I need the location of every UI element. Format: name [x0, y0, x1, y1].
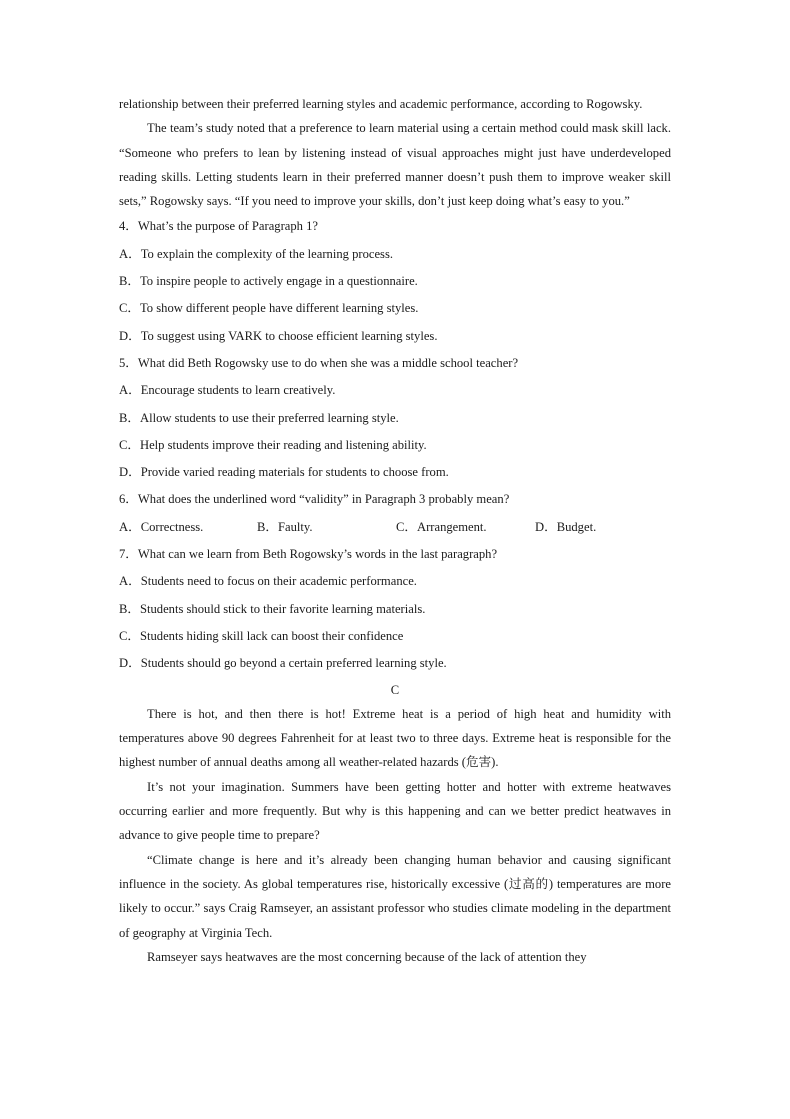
question-7-option-d: D．Students should go beyond a certain preferred learning style. [119, 656, 447, 671]
question-4-option-b: B．To inspire people to actively engage in a questionnaire. [119, 274, 418, 289]
question-5-option-b: B．Allow students to use their preferred learning style. [119, 410, 399, 425]
question-5-option-d: D．Provide varied reading materials for students to choose from. [119, 465, 449, 480]
passage-c-paragraph-2: It’s not your imagination. Summers have been getting hotter and hotter with extreme heatwaves occurring earlier and more frequently. But why is this happening and can we better predict heatwaves in advance to give people time to prepare? [119, 779, 671, 843]
question-6-stem: 6．What does the underlined word “validity” in Paragraph 3 probably mean? [119, 492, 510, 507]
question-6-option-d: D．Budget. [535, 519, 597, 534]
question-7 [119, 541, 671, 677]
question-5 [119, 350, 671, 486]
question-5-stem: 5．What did Beth Rogowsky use to do when she was a middle school teacher? [119, 355, 519, 370]
document-content [119, 92, 671, 969]
passage-b-last-paragraph: The team’s study noted that a preference to learn material using a certain method could mask skill lack. “Someone who prefers to lean by listening instead of visual approaches might just have underdeveloped reading skills. Letting students learn in their preferred manner doesn’t push them to improve weaker skill sets,” Rogowsky says. “If you need to improve your skills, don’t just keep doing what’s easy to you.” [119, 121, 671, 209]
question-4-option-c: C．To show different people have different learning styles. [119, 301, 419, 316]
question-7-option-a: A．Students need to focus on their academic performance. [119, 574, 417, 589]
question-7-option-c: C．Students hiding skill lack can boost their confidence [119, 628, 404, 643]
question-4 [119, 213, 671, 349]
question-4-option-d: D．To suggest using VARK to choose efficient learning styles. [119, 328, 438, 343]
question-6-option-a: A．Correctness. [119, 519, 204, 534]
question-4-option-a: A．To explain the complexity of the learning process. [119, 246, 394, 261]
passage-c-paragraph-4: Ramseyer says heatwaves are the most concerning because of the lack of attention they [147, 949, 587, 964]
question-6-option-c: C．Arrangement. [396, 519, 487, 534]
passage-c-paragraph-1: There is hot, and then there is hot! Extreme heat is a period of high heat and humidity with temperatures above 90 degrees Fahrenheit for at least two to three days. Extreme heat is responsible for the highest number of annual deaths among all weather-related hazards (危害). [119, 706, 671, 770]
question-7-stem: 7．What can we learn from Beth Rogowsky’s words in the last paragraph? [119, 547, 498, 562]
passage-c-paragraph-3: “Climate change is here and it’s already been changing human behavior and causing significant influence in the society. As global temperatures rise, historically excessive (过高的) temperatures are more likely to occur.” says Craig Ramseyer, an assistant professor who studies climate modeling in the department of geography at Virginia Tech. [119, 852, 671, 940]
question-6-options [119, 514, 671, 541]
question-7-option-b: B．Students should stick to their favorite learning materials. [119, 601, 426, 616]
question-5-option-a: A．Encourage students to learn creatively. [119, 383, 336, 398]
question-6-option-b: B．Faulty. [257, 519, 313, 534]
passage-b-paragraph-continued: relationship between their preferred learning styles and academic performance, according to Rogowsky. [119, 97, 643, 111]
question-5-option-c: C．Help students improve their reading and listening ability. [119, 437, 427, 452]
question-6 [119, 486, 671, 541]
question-4-stem: 4．What’s the purpose of Paragraph 1? [119, 219, 318, 234]
passage-c-heading: C [390, 682, 400, 697]
